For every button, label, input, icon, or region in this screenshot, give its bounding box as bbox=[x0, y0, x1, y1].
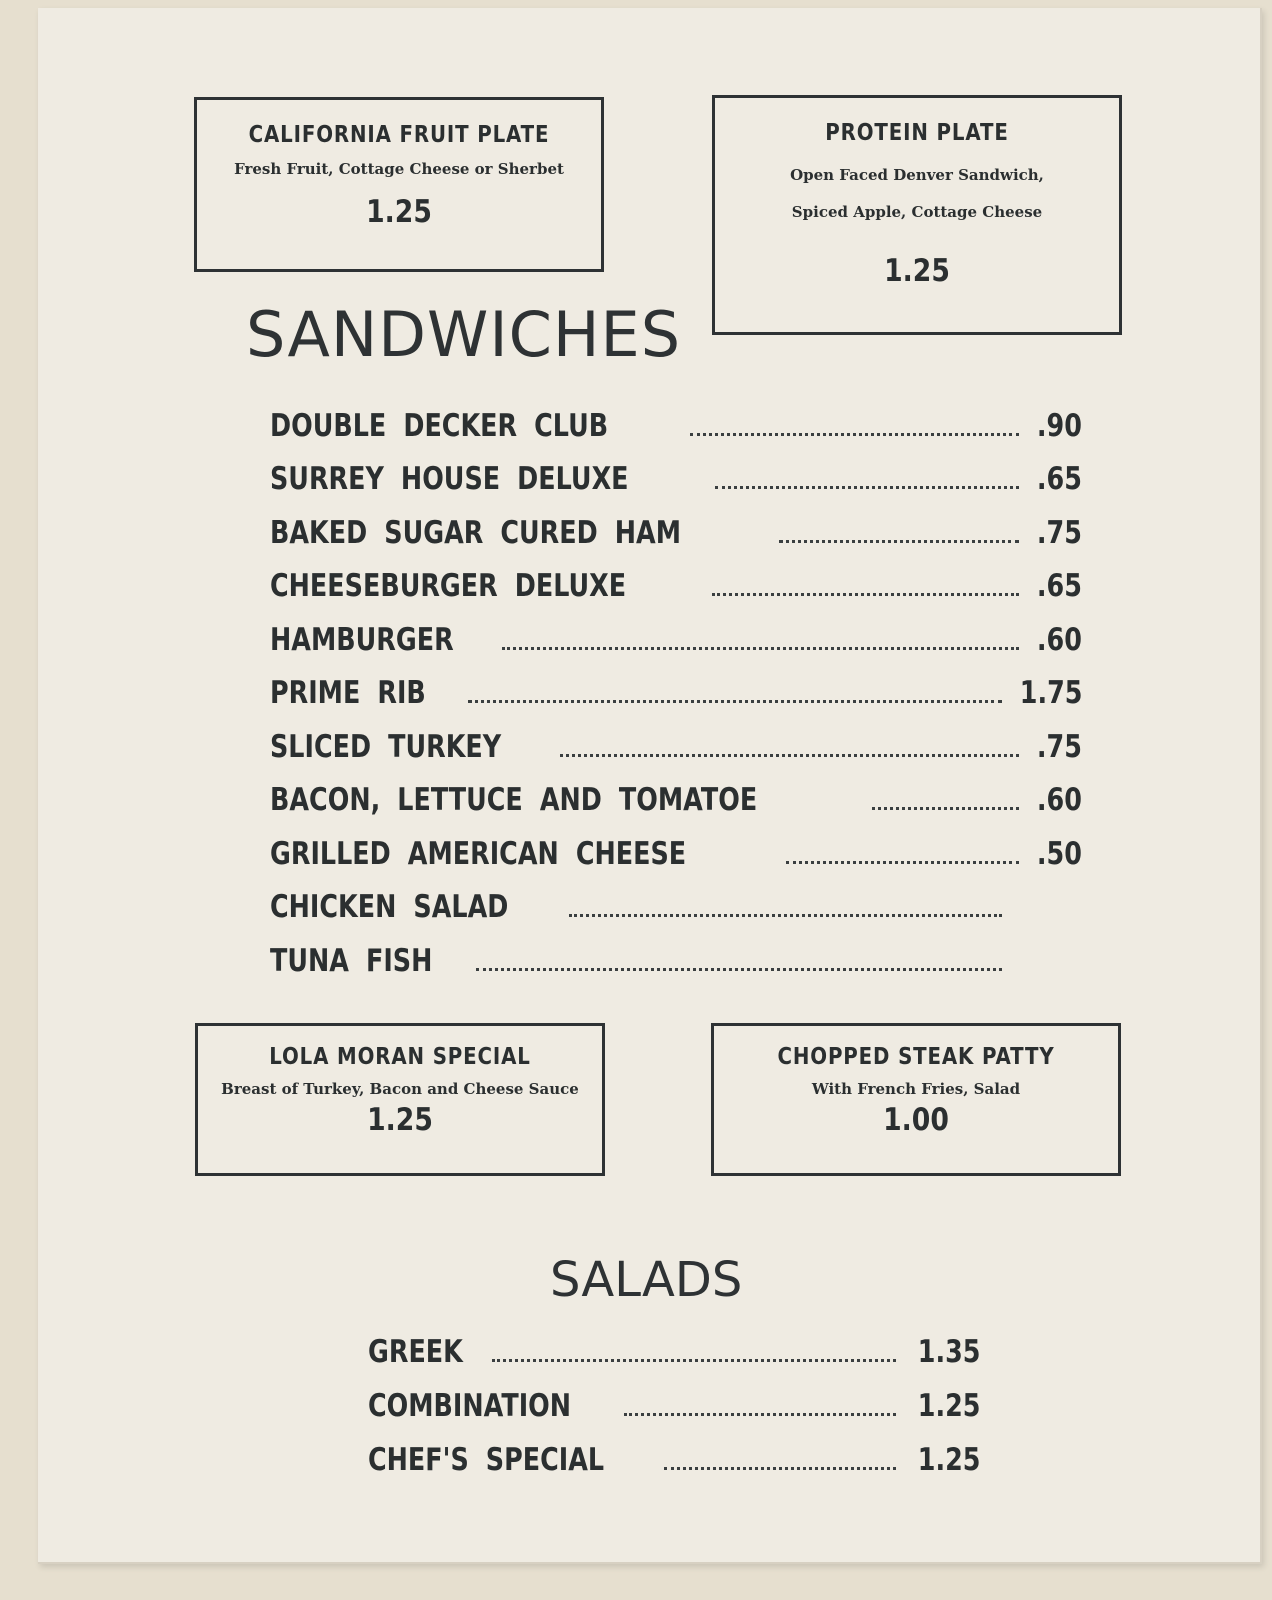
protein-plate-box bbox=[712, 95, 1122, 335]
dot-leader bbox=[468, 700, 1002, 703]
item-price: .60 bbox=[1036, 782, 1082, 818]
item-price: .60 bbox=[1036, 621, 1082, 658]
list-item bbox=[270, 658, 1082, 712]
list-item bbox=[270, 872, 1010, 926]
box-description: With French Fries, Salad bbox=[811, 1080, 1021, 1098]
item-name: TUNA FISH bbox=[270, 942, 433, 979]
list-item bbox=[270, 497, 1082, 551]
item-price: .65 bbox=[1036, 568, 1082, 604]
item-name: BACON, LETTUCE AND TOMATOE bbox=[270, 782, 758, 818]
california-fruit-plate-box bbox=[194, 97, 604, 272]
chopped-steak-patty-box bbox=[711, 1023, 1121, 1176]
item-name: HAMBURGER bbox=[270, 621, 454, 658]
sandwich-list bbox=[270, 390, 1082, 979]
dot-leader bbox=[664, 1467, 896, 1470]
list-item bbox=[368, 1370, 980, 1424]
item-name: COMBINATION bbox=[368, 1388, 572, 1424]
list-item bbox=[270, 444, 1082, 498]
list-item bbox=[270, 390, 1082, 444]
box-description: Breast of Turkey, Bacon and Cheese Sauce bbox=[221, 1080, 579, 1098]
box-description: Fresh Fruit, Cottage Cheese or Sherbet bbox=[234, 160, 564, 178]
item-name: GREEK bbox=[368, 1334, 463, 1370]
item-name: SURREY HOUSE DELUXE bbox=[270, 461, 629, 497]
item-price: .65 bbox=[1036, 461, 1082, 497]
item-price: 1.25 bbox=[917, 1388, 980, 1424]
dot-leader bbox=[786, 861, 1020, 864]
item-price: .90 bbox=[1036, 407, 1082, 444]
lola-moran-special-box bbox=[195, 1023, 605, 1176]
dot-leader bbox=[690, 433, 1019, 436]
list-item bbox=[368, 1424, 980, 1478]
item-name: SLICED TURKEY bbox=[270, 728, 502, 765]
box-title: LOLA MORAN SPECIAL bbox=[269, 1044, 531, 1070]
list-item bbox=[270, 604, 1082, 658]
item-name: BAKED SUGAR CURED HAM bbox=[270, 514, 682, 551]
box-price: 1.25 bbox=[367, 1102, 433, 1138]
box-title: CHOPPED STEAK PATTY bbox=[777, 1044, 1055, 1070]
item-price: .75 bbox=[1036, 514, 1082, 551]
dot-leader bbox=[560, 754, 1019, 757]
list-item bbox=[270, 551, 1082, 605]
box-description: Open Faced Denver Sandwich, bbox=[790, 166, 1044, 184]
item-name: CHEESEBURGER DELUXE bbox=[270, 568, 627, 604]
dot-leader bbox=[502, 647, 1019, 650]
sandwiches-heading: SANDWICHES bbox=[246, 298, 682, 371]
salad-list bbox=[368, 1316, 980, 1478]
list-item bbox=[270, 925, 1010, 979]
item-name: CHICKEN SALAD bbox=[270, 889, 509, 925]
item-name: GRILLED AMERICAN CHEESE bbox=[270, 835, 687, 872]
list-item bbox=[270, 765, 1082, 819]
list-item bbox=[270, 711, 1082, 765]
dot-leader bbox=[476, 968, 1002, 971]
menu-page bbox=[38, 8, 1262, 1564]
salads-heading: SALADS bbox=[550, 1252, 743, 1308]
box-price: 1.25 bbox=[884, 253, 950, 289]
item-name: DOUBLE DECKER CLUB bbox=[270, 407, 609, 444]
box-title: PROTEIN PLATE bbox=[825, 120, 1009, 146]
list-item bbox=[368, 1316, 980, 1370]
item-name: PRIME RIB bbox=[270, 675, 426, 711]
item-price: 1.75 bbox=[1019, 675, 1082, 711]
dot-leader bbox=[624, 1413, 896, 1416]
dot-leader bbox=[715, 486, 1019, 489]
dot-leader bbox=[569, 914, 1002, 917]
box-price: 1.00 bbox=[883, 1102, 949, 1138]
box-price: 1.25 bbox=[366, 194, 432, 230]
box-title: CALIFORNIA FRUIT PLATE bbox=[248, 122, 550, 148]
box-description: Spiced Apple, Cottage Cheese bbox=[791, 203, 1043, 221]
item-price: 1.25 bbox=[917, 1442, 980, 1478]
dot-leader bbox=[492, 1359, 896, 1362]
item-price: 1.35 bbox=[917, 1334, 980, 1370]
item-price: .50 bbox=[1036, 835, 1082, 872]
item-name: CHEF'S SPECIAL bbox=[368, 1442, 605, 1478]
dot-leader bbox=[779, 540, 1019, 543]
list-item bbox=[270, 818, 1082, 872]
item-price: .75 bbox=[1036, 728, 1082, 765]
dot-leader bbox=[872, 807, 1019, 810]
dot-leader bbox=[712, 593, 1019, 596]
